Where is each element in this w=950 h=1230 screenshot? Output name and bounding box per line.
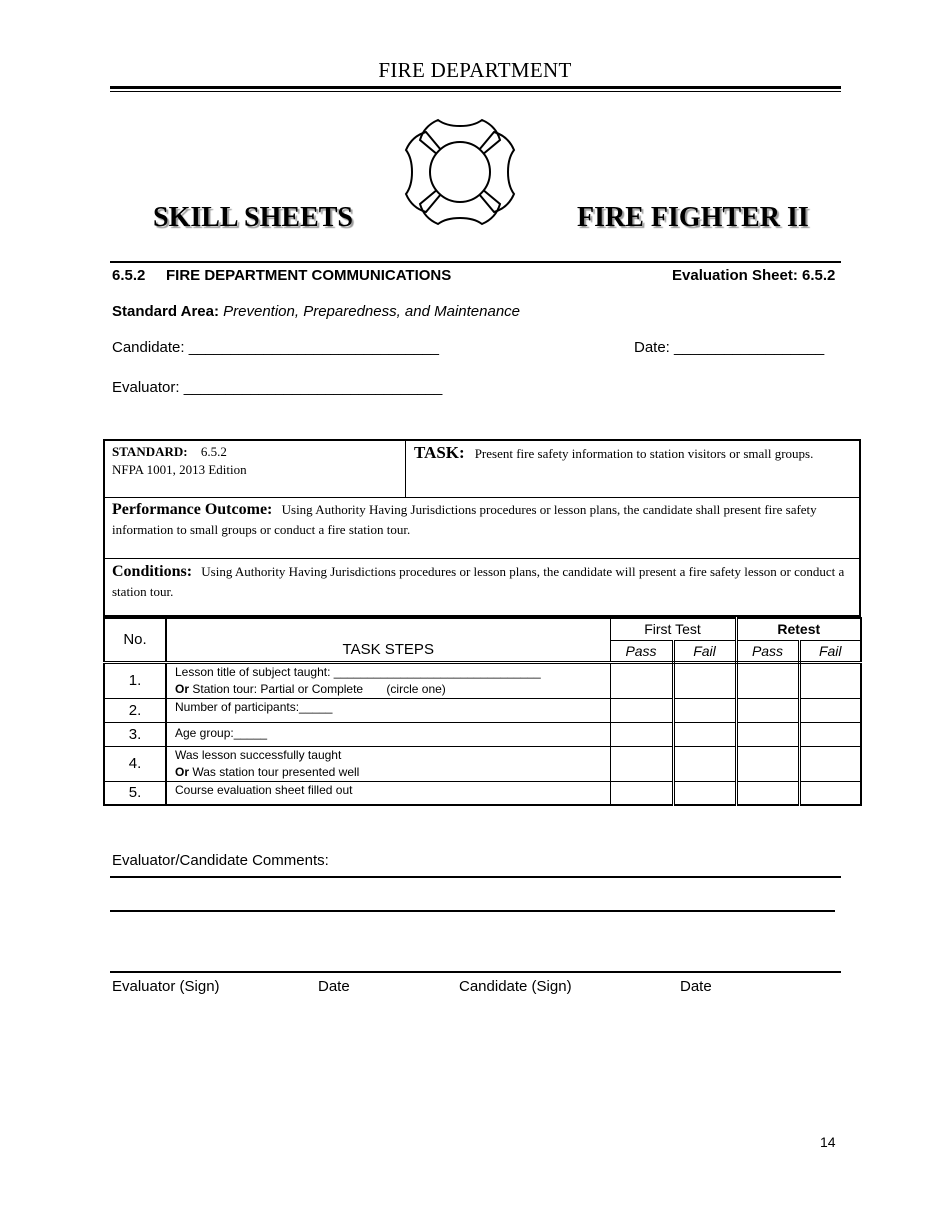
step-number: 5. — [104, 781, 166, 805]
first-pass-cell[interactable] — [610, 698, 673, 722]
comments-line-1[interactable] — [110, 876, 841, 878]
retest-pass-header: Pass — [736, 640, 799, 662]
no-header: No. — [104, 618, 166, 662]
table-row — [104, 781, 861, 805]
outcome-label: Performance Outcome: — [112, 501, 273, 518]
first-fail-cell[interactable] — [673, 662, 736, 698]
step-description: Course evaluation sheet filled out — [166, 781, 610, 805]
task-text: Present fire safety information to station visitors or small groups. — [474, 446, 814, 461]
performance-outcome-row — [105, 497, 859, 559]
retest-fail-cell[interactable] — [799, 781, 861, 805]
standard-area-value: Prevention, Preparedness, and Maintenance — [223, 303, 521, 320]
step-number: 2. — [104, 698, 166, 722]
signature-line[interactable] — [110, 971, 841, 973]
retest-fail-header: Fail — [799, 640, 861, 662]
page-number: 14 — [820, 1134, 836, 1150]
first-test-header: First Test — [610, 618, 736, 640]
table-row — [104, 698, 861, 722]
nfpa-edition: NFPA 1001, 2013 Edition — [112, 462, 247, 477]
task-cell — [414, 443, 813, 463]
candidate-date-label: Date — [680, 978, 712, 995]
standard-value: 6.5.2 — [200, 444, 227, 459]
step-number: 3. — [104, 722, 166, 746]
standard-area-label: Standard Area: — [112, 303, 219, 320]
step-description: Was lesson successfully taught Or Was station tour presented well — [166, 746, 610, 781]
first-pass-cell[interactable] — [610, 781, 673, 805]
standard-label: STANDARD: — [112, 444, 188, 459]
header-rule — [110, 86, 841, 89]
title-rule — [110, 261, 841, 263]
evaluator-sign-label: Evaluator (Sign) — [112, 978, 220, 995]
evaluator-field[interactable]: Evaluator: _______________________________ — [112, 379, 443, 396]
section-title: FIRE DEPARTMENT COMMUNICATIONS — [166, 267, 452, 284]
retest-pass-cell[interactable] — [736, 662, 799, 698]
evaluation-sheet-label: Evaluation Sheet: 6.5.2 — [672, 267, 836, 284]
task-steps-header: TASK STEPS — [166, 618, 610, 662]
step-description: Age group:_____ — [166, 722, 610, 746]
standard-row — [105, 441, 859, 498]
first-fail-cell[interactable] — [673, 746, 736, 781]
conditions-text: Using Authority Having Jurisdictions procedures or lesson plans, the candidate will present a fire safety lesson or conduct a station tour. — [112, 564, 845, 599]
outcome-text: Using Authority Having Jurisdictions procedures or lesson plans, the candidate shall present fire safety information to small groups or conduct a fire station tour. — [112, 502, 817, 537]
table-row — [104, 662, 861, 698]
retest-fail-cell[interactable] — [799, 722, 861, 746]
section-number: 6.5.2 — [112, 267, 146, 284]
comments-line-2[interactable] — [110, 910, 835, 912]
first-fail-cell[interactable] — [673, 698, 736, 722]
retest-pass-cell[interactable] — [736, 722, 799, 746]
retest-fail-cell[interactable] — [799, 746, 861, 781]
table-row — [104, 746, 861, 781]
step-description: Lesson title of subject taught: _______________________________ Or Station tour: Partial or Complete (circle one) — [166, 662, 610, 698]
retest-header: Retest — [736, 618, 861, 640]
retest-pass-cell[interactable] — [736, 781, 799, 805]
skill-sheets-title: SKILL SHEETS — [153, 202, 354, 233]
first-pass-cell[interactable] — [610, 662, 673, 698]
evaluator-date-label: Date — [318, 978, 350, 995]
retest-pass-cell[interactable] — [736, 698, 799, 722]
standard-area-line — [112, 303, 520, 320]
candidate-field[interactable]: Candidate: ______________________________ — [112, 339, 439, 356]
first-fail-cell[interactable] — [673, 781, 736, 805]
step-number: 1. — [104, 662, 166, 698]
candidate-sign-label: Candidate (Sign) — [459, 978, 572, 995]
department-title: FIRE DEPARTMENT — [378, 58, 572, 82]
standard-cell — [105, 441, 406, 497]
header-rule-thin — [110, 91, 841, 92]
step-number: 4. — [104, 746, 166, 781]
conditions-label: Conditions: — [112, 563, 193, 580]
task-label: TASK: — [414, 443, 465, 462]
step-description: Number of participants:_____ — [166, 698, 610, 722]
retest-fail-cell[interactable] — [799, 698, 861, 722]
first-pass-header: Pass — [610, 640, 673, 662]
maltese-cross-icon — [398, 112, 522, 232]
table-row — [104, 722, 861, 746]
standard-box — [103, 439, 861, 617]
first-pass-cell[interactable] — [610, 746, 673, 781]
first-pass-cell[interactable] — [610, 722, 673, 746]
task-steps-table — [103, 617, 862, 806]
first-fail-cell[interactable] — [673, 722, 736, 746]
retest-pass-cell[interactable] — [736, 746, 799, 781]
date-field[interactable]: Date: __________________ — [634, 339, 825, 356]
first-fail-header: Fail — [673, 640, 736, 662]
fire-fighter-title: FIRE FIGHTER II — [577, 202, 809, 233]
retest-fail-cell[interactable] — [799, 662, 861, 698]
comments-label: Evaluator/Candidate Comments: — [112, 852, 329, 869]
conditions-row — [105, 558, 859, 615]
